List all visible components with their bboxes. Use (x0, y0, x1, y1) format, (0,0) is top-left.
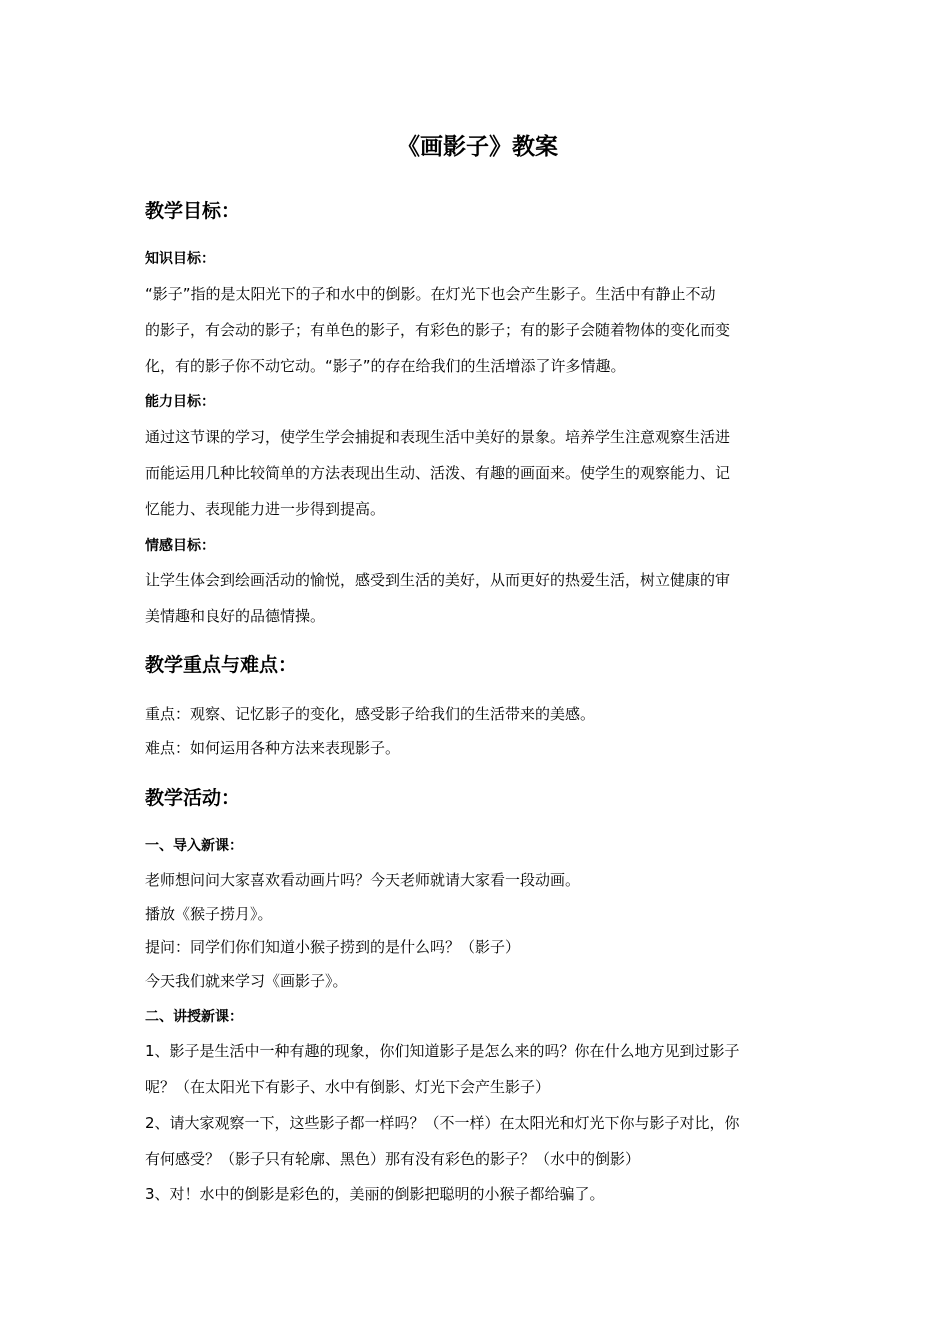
keypoint-line: 难点：如何运用各种方法来表现影子。 (145, 739, 401, 757)
paragraph-line: 老师想问问大家喜欢看动画片吗？今天老师就请大家看一段动画。 (145, 871, 581, 889)
section-heading-activities: 教学活动： (145, 787, 241, 809)
subheading-ability: 能力目标： (145, 394, 215, 410)
section-heading-goals: 教学目标： (145, 200, 241, 222)
paragraph-line: 今天我们就来学习《画影子》。 (145, 972, 348, 990)
paragraph-line: 2、请大家观察一下，这些影子都一样吗？（不一样）在太阳光和灯光下你与影子对比，你 (145, 1114, 740, 1132)
paragraph-line: 有何感受？（影子只有轮廓、黑色）那有没有彩色的影子？（水中的倒影） (145, 1150, 641, 1168)
paragraph-line: 3、对！水中的倒影是彩色的，美丽的倒影把聪明的小猴子都给骗了。 (145, 1185, 605, 1203)
paragraph-line: 提问：同学们你们知道小猴子捞到的是什么吗？（影子） (145, 938, 521, 956)
paragraph-line: 的影子，有会动的影子；有单色的影子，有彩色的影子；有的影子会随着物体的变化而变 (145, 321, 731, 339)
paragraph-line: 而能运用几种比较简单的方法表现出生动、活泼、有趣的画面来。使学生的观察能力、记 (145, 464, 731, 482)
paragraph-line: 忆能力、表现能力进一步得到提高。 (145, 500, 386, 518)
subheading-teach: 二、讲授新课： (145, 1009, 243, 1025)
subheading-knowledge: 知识目标： (145, 251, 215, 267)
paragraph-line: 呢？（在太阳光下有影子、水中有倒影、灯光下会产生影子） (145, 1078, 551, 1096)
subheading-emotion: 情感目标： (145, 538, 215, 554)
keypoint-line: 重点：观察、记忆影子的变化，感受影子给我们的生活带来的美感。 (145, 705, 596, 723)
paragraph-line: “影子”指的是太阳光下的子和水中的倒影。在灯光下也会产生影子。生活中有静止不动 (145, 285, 716, 303)
paragraph-line: 化，有的影子你不动它动。“影子”的存在给我们的生活增添了许多情趣。 (145, 357, 626, 375)
paragraph-line: 播放《猴子捞月》。 (145, 905, 273, 923)
paragraph-line: 美情趣和良好的品德情操。 (145, 607, 326, 625)
paragraph-line: 让学生体会到绘画活动的愉悦，感受到生活的美好，从而更好的热爱生活，树立健康的审 (145, 571, 731, 589)
paragraph-line: 1、影子是生活中一种有趣的现象，你们知道影子是怎么来的吗？你在什么地方见到过影子 (145, 1042, 740, 1060)
subheading-intro: 一、导入新课： (145, 838, 243, 854)
document-title: 《画影子》教案 (397, 134, 558, 160)
section-heading-keypoints: 教学重点与难点： (145, 654, 298, 676)
paragraph-line: 通过这节课的学习，使学生学会捕捉和表现生活中美好的景象。培养学生注意观察生活进 (145, 428, 731, 446)
